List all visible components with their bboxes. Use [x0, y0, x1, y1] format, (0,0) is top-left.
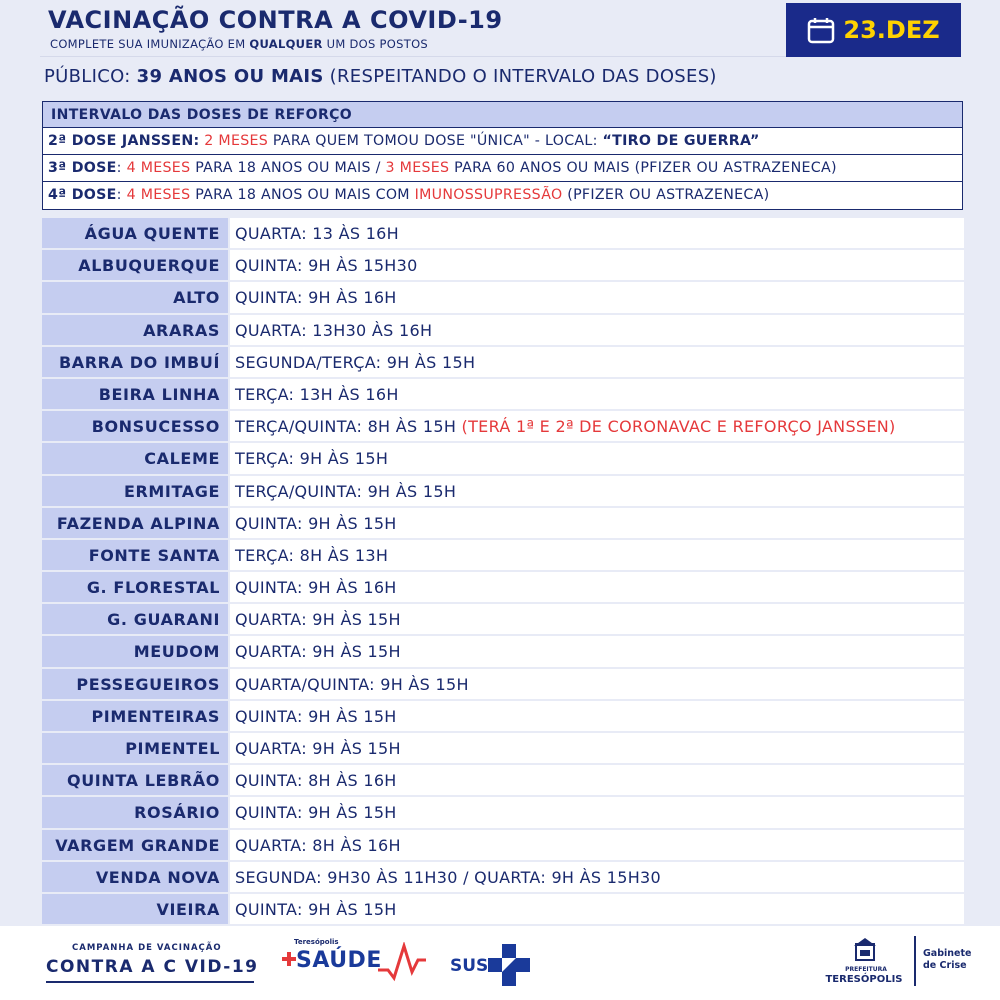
table-row	[42, 701, 964, 733]
table-row	[42, 894, 964, 926]
table-row	[42, 540, 964, 572]
table-row	[42, 379, 964, 411]
page-subtitle: COMPLETE SUA IMUNIZAÇÃO EM QUALQUER UM DOS POSTOS	[50, 37, 429, 51]
table-row	[42, 250, 964, 282]
prefeitura-logo	[820, 934, 903, 994]
date-badge	[786, 3, 961, 57]
location-name: G. GUARANI	[42, 604, 228, 634]
table-row	[42, 636, 964, 668]
table-row	[42, 862, 964, 894]
table-row	[42, 282, 964, 314]
interval-row-third-dose: 3ª DOSE: 4 MESES PARA 18 ANOS OU MAIS / 3 MESES PARA 60 ANOS OU MAIS (PFIZER OU ASTRAZENECA)	[43, 155, 962, 182]
location-name: BARRA DO IMBUÍ	[42, 347, 228, 377]
location-name: ERMITAGE	[42, 476, 228, 506]
location-schedule: TERÇA: 9H ÀS 15H	[230, 443, 964, 473]
location-name: QUINTA LEBRÃO	[42, 765, 228, 795]
location-schedule: QUINTA: 9H ÀS 15H	[230, 508, 964, 538]
table-row	[42, 733, 964, 765]
location-schedule: SEGUNDA/TERÇA: 9H ÀS 15H	[230, 347, 964, 377]
sus-cross-icon	[488, 944, 530, 986]
location-name: BONSUCESSO	[42, 411, 228, 441]
table-row	[42, 765, 964, 797]
table-row	[42, 476, 964, 508]
location-name: G. FLORESTAL	[42, 572, 228, 602]
location-name: BEIRA LINHA	[42, 379, 228, 409]
footer	[0, 926, 1000, 1000]
city-label: TERESÓPOLIS	[825, 974, 903, 985]
location-name: PIMENTEIRAS	[42, 701, 228, 731]
booster-intervals-box	[42, 101, 963, 210]
divider	[914, 936, 916, 986]
table-row	[42, 218, 964, 250]
table-row	[42, 508, 964, 540]
location-name: FONTE SANTA	[42, 540, 228, 570]
table-row	[42, 572, 964, 604]
table-row	[42, 604, 964, 636]
table-row	[42, 797, 964, 829]
location-schedule: QUARTA: 13H30 ÀS 16H	[230, 315, 964, 345]
saude-label: SAÚDE	[296, 948, 382, 973]
location-schedule: TERÇA/QUINTA: 8H ÀS 15H (TERÁ 1ª E 2ª DE CORONAVAC E REFORÇO JANSSEN)	[230, 411, 964, 441]
table-row	[42, 443, 964, 475]
location-schedule: QUINTA: 9H ÀS 15H	[230, 894, 964, 924]
location-name: CALEME	[42, 443, 228, 473]
prefeitura-label: PREFEITURA	[845, 966, 887, 973]
gabinete-label: Gabinete de Crise	[923, 948, 972, 971]
location-schedule: QUARTA: 8H ÀS 16H	[230, 830, 964, 860]
location-name: FAZENDA ALPINA	[42, 508, 228, 538]
schedule-note: (TERÁ 1ª E 2ª DE CORONAVAC E REFORÇO JANSSEN)	[461, 417, 896, 437]
sus-label: SUS	[450, 956, 489, 976]
location-name: ARARAS	[42, 315, 228, 345]
coat-of-arms-icon	[850, 938, 880, 966]
location-schedule: QUARTA: 9H ÀS 15H	[230, 604, 964, 634]
location-name: ÁGUA QUENTE	[42, 218, 228, 248]
location-schedule: QUINTA: 9H ÀS 15H30	[230, 250, 964, 280]
saude-logo	[282, 938, 432, 988]
location-schedule: QUINTA: 8H ÀS 16H	[230, 765, 964, 795]
location-schedule: QUARTA: 13 ÀS 16H	[230, 218, 964, 248]
calendar-icon	[807, 16, 835, 44]
intervals-heading: INTERVALO DAS DOSES DE REFORÇO	[43, 102, 962, 128]
location-schedule: TERÇA: 8H ÀS 13H	[230, 540, 964, 570]
location-schedule: QUINTA: 9H ÀS 16H	[230, 282, 964, 312]
page-title: VACINAÇÃO CONTRA A COVID-19	[48, 6, 503, 34]
location-schedule: QUINTA: 9H ÀS 16H	[230, 572, 964, 602]
campaign-logo-text: CONTRA A C VID-19	[46, 957, 259, 977]
location-schedule: TERÇA: 13H ÀS 16H	[230, 379, 964, 409]
interval-row-janssen: 2ª DOSE JANSSEN: 2 MESES PARA QUEM TOMOU DOSE "ÚNICA" - LOCAL: “TIRO DE GUERRA”	[43, 128, 962, 155]
location-name: ROSÁRIO	[42, 797, 228, 827]
heartbeat-icon	[378, 942, 428, 982]
divider	[46, 981, 254, 983]
location-name: ALBUQUERQUE	[42, 250, 228, 280]
table-row	[42, 669, 964, 701]
location-name: MEUDOM	[42, 636, 228, 666]
location-schedule: QUINTA: 9H ÀS 15H	[230, 797, 964, 827]
location-name: PESSEGUEIROS	[42, 669, 228, 699]
plus-icon	[282, 952, 296, 966]
table-row	[42, 315, 964, 347]
location-schedule: QUARTA/QUINTA: 9H ÀS 15H	[230, 669, 964, 699]
table-row	[42, 830, 964, 862]
location-name: VARGEM GRANDE	[42, 830, 228, 860]
schedule-table	[42, 218, 964, 926]
location-name: VIEIRA	[42, 894, 228, 924]
date-text: 23.DEZ	[843, 16, 940, 44]
location-schedule: QUARTA: 9H ÀS 15H	[230, 636, 964, 666]
location-name: ALTO	[42, 282, 228, 312]
saude-city-label: Teresópolis	[294, 938, 339, 946]
interval-row-fourth-dose: 4ª DOSE: 4 MESES PARA 18 ANOS OU MAIS COM IMUNOSSUPRESSÃO (PFIZER OU ASTRAZENECA)	[43, 182, 962, 209]
location-schedule: TERÇA/QUINTA: 9H ÀS 15H	[230, 476, 964, 506]
table-row	[42, 347, 964, 379]
location-schedule: SEGUNDA: 9H30 ÀS 11H30 / QUARTA: 9H ÀS 15H30	[230, 862, 964, 892]
table-row	[42, 411, 964, 443]
location-name: VENDA NOVA	[42, 862, 228, 892]
target-audience: PÚBLICO: 39 ANOS OU MAIS (RESPEITANDO O INTERVALO DAS DOSES)	[44, 66, 717, 87]
campaign-small-label: CAMPANHA DE VACINAÇÃO	[72, 943, 222, 953]
location-name: PIMENTEL	[42, 733, 228, 763]
location-schedule: QUINTA: 9H ÀS 15H	[230, 701, 964, 731]
location-schedule: QUARTA: 9H ÀS 15H	[230, 733, 964, 763]
